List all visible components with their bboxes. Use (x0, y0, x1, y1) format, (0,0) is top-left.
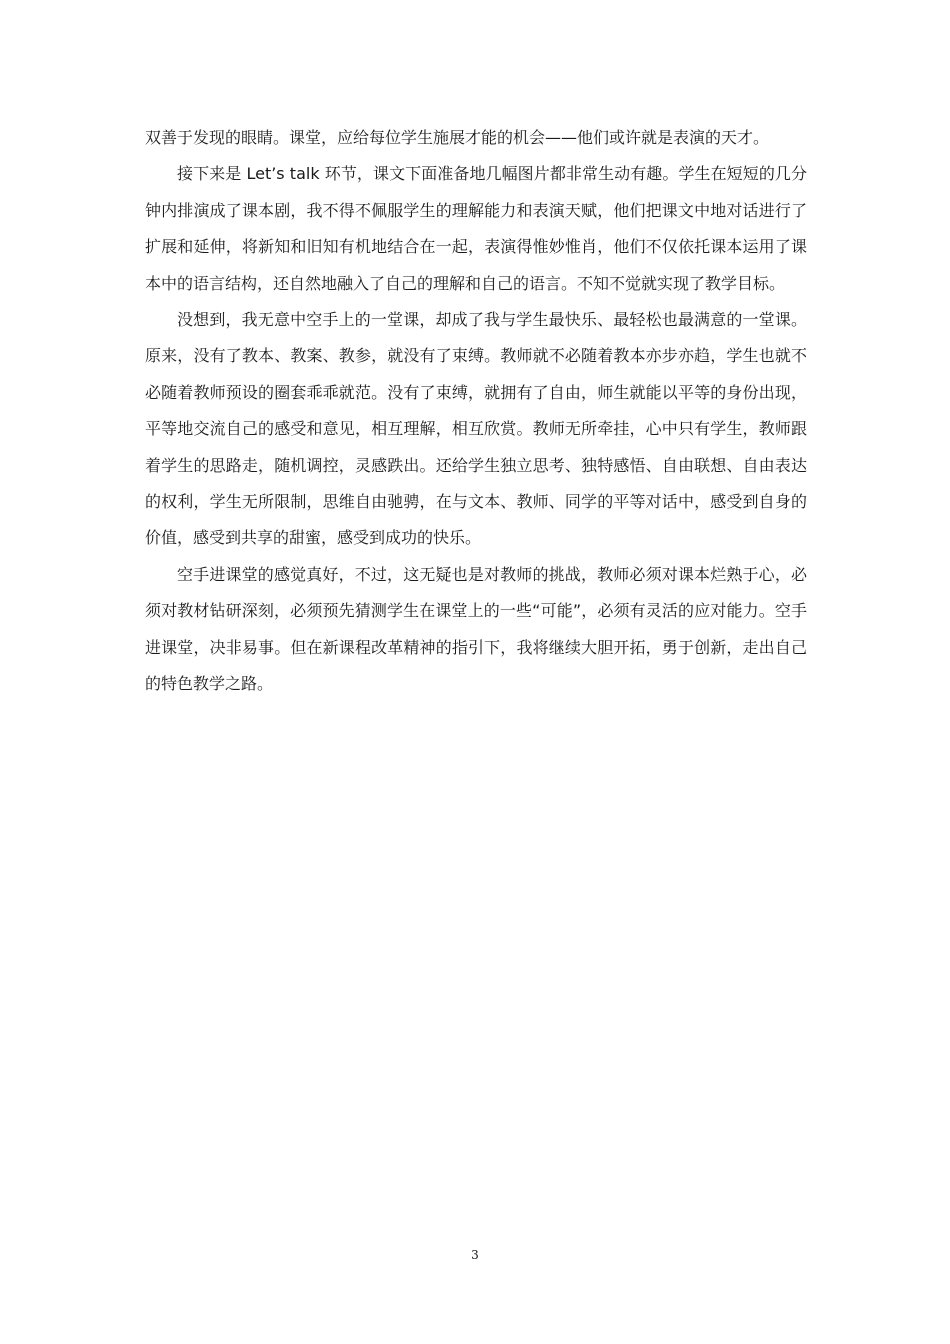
page-number: 3 (471, 1248, 479, 1262)
paragraph-conclusion: 空手进课堂的感觉真好，不过，这无疑也是对教师的挑战，教师必须对课本烂熟于心，必须对教材钻研深刻，必须预先猜测学生在课堂上的一些“可能”，必须有灵活的应对能力。空手进课堂，决非易事。但在新课程改革精神的指引下，我将继续大胆开拓，勇于创新，走出自己的特色教学之路。 (145, 564, 807, 694)
paragraph-lets-talk: 接下来是 Let’s talk 环节，课文下面准备地几幅图片都非常生动有趣。学生在短短的几分钟内排演成了课本剧，我不得不佩服学生的理解能力和表演天赋，他们把课文中地对话进行了扩展和延伸，将新知和旧知有机地结合在一起，表演得惟妙惟肖，他们不仅依托课本运用了课本中的语言结构，还自然地融入了自己的理解和自己的语言。不知不觉就实现了教学目标。 (145, 164, 807, 293)
document-body (145, 120, 807, 703)
paragraph-continuation: 双善于发现的眼睛。课堂，应给每位学生施展才能的机会——他们或许就是表演的天才。 (145, 128, 770, 147)
paragraph-unexpected-lesson: 没想到，我无意中空手上的一堂课，却成了我与学生最快乐、最轻松也最满意的一堂课。原来，没有了教本、教案、教参，就没有了束缚。教师就不必随着教本亦步亦趋，学生也就不必随着教师预设的圈套乖乖就范。没有了束缚，就拥有了自由，师生就能以平等的身份出现，平等地交流自己的感受和意见，相互理解，相互欣赏。教师无所牵挂，心中只有学生，教师跟着学生的思路走，随机调控，灵感跌出。还给学生独立思考、独特感悟、自由联想、自由表达的权利，学生无所限制，思维自由驰骋，在与文本、教师、同学的平等对话中，感受到自身的价值，感受到共享的甜蜜，感受到成功的快乐。 (145, 310, 807, 548)
